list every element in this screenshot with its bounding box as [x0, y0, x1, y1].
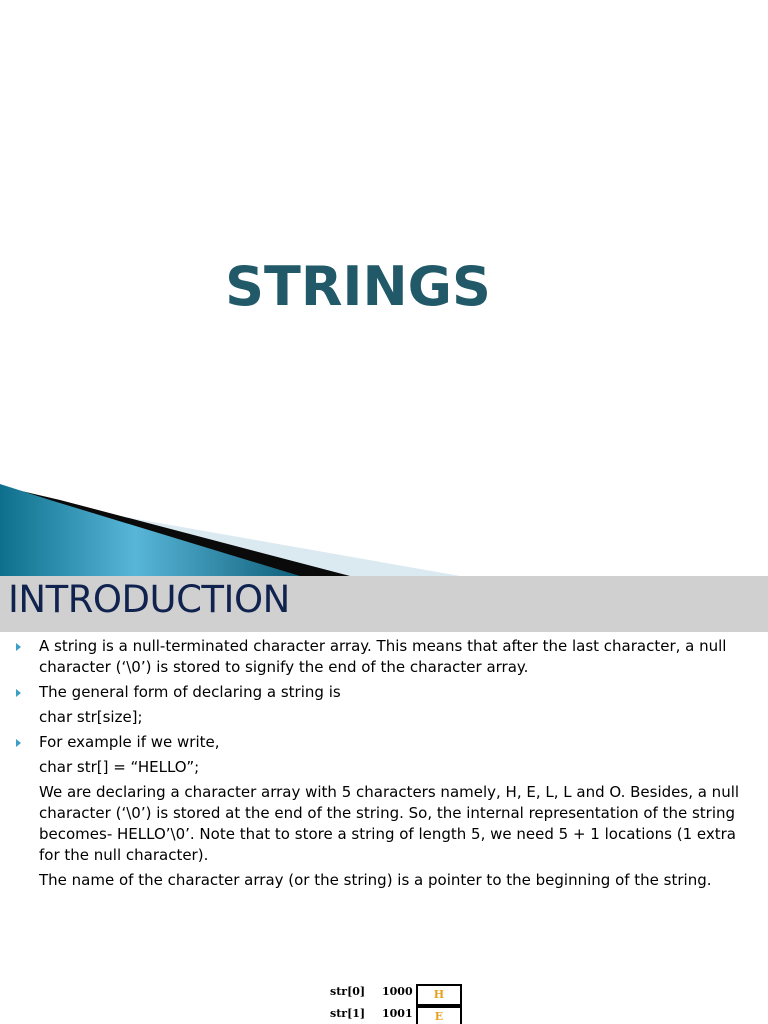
- decorative-swoosh: [0, 480, 768, 576]
- paragraph-text: A string is a null-terminated character array. This means that after the last character, a null character (‘\0’) is stored to signify the end of the character array.: [39, 637, 727, 676]
- memory-row: [320, 1004, 480, 1024]
- memory-cell: H: [416, 984, 462, 1006]
- content-body: [0, 636, 768, 895]
- memory-diagram: [320, 982, 480, 1024]
- bullet-arrow-icon: [16, 689, 21, 697]
- memory-address: 1001: [382, 1007, 413, 1020]
- section-heading: INTRODUCTION: [8, 578, 290, 621]
- paragraph-text: We are declaring a character array with 5 characters namely, H, E, L, L and O. Besides, a null character (‘\0’) is stored at the end of the string. So, the internal representation of the string becomes- HELLO’\0’. Note that to store a string of length 5, we need 5 + 1 locations (1 extra for the null character).: [39, 783, 740, 864]
- paragraph-text: The name of the character array (or the string) is a pointer to the beginning of the string.: [39, 871, 712, 889]
- paragraph-pointer-note: [0, 870, 768, 891]
- paragraph-general-form: [0, 682, 768, 703]
- memory-cell: E: [416, 1006, 462, 1024]
- array-index-label: str[1]: [330, 1007, 366, 1020]
- array-index-label: str[0]: [330, 985, 366, 998]
- paragraph-text: For example if we write,: [39, 733, 220, 751]
- slide-title: STRINGS: [225, 255, 491, 318]
- paragraph-string-definition: [0, 636, 768, 678]
- paragraph-declaration-syntax: [0, 707, 768, 728]
- memory-address: 1000: [382, 985, 413, 998]
- paragraph-example-code: [0, 757, 768, 778]
- bullet-arrow-icon: [16, 739, 21, 747]
- memory-row: [320, 982, 480, 1004]
- paragraph-text: The general form of declaring a string is: [39, 683, 341, 701]
- paragraph-example-intro: [0, 732, 768, 753]
- bullet-arrow-icon: [16, 643, 21, 651]
- paragraph-explanation: [0, 782, 768, 866]
- paragraph-text: char str[] = “HELLO”;: [39, 758, 200, 776]
- paragraph-text: char str[size];: [39, 708, 143, 726]
